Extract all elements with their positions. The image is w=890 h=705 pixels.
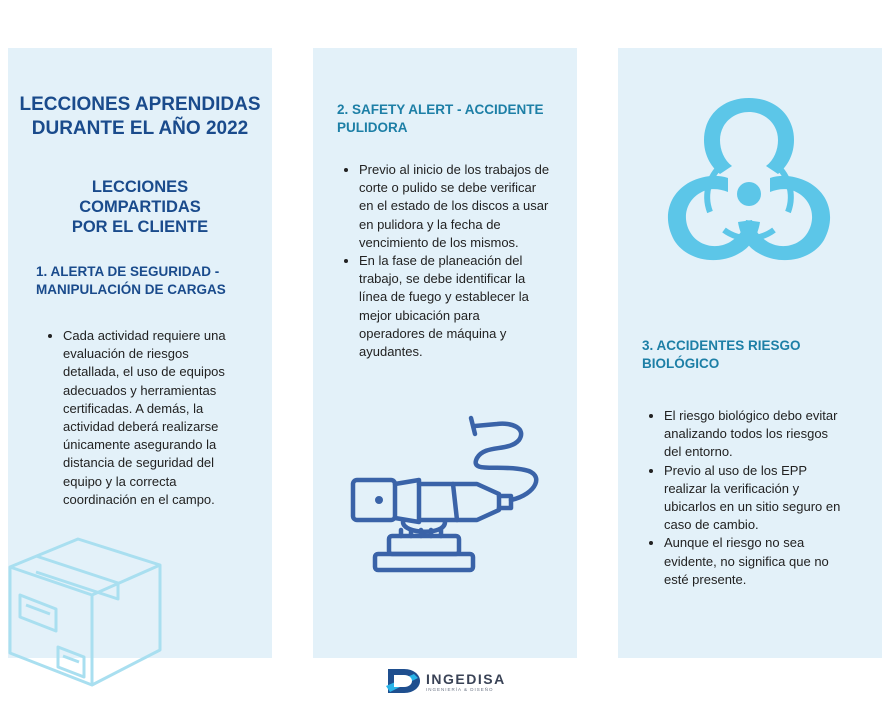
bullet-item [644,462,874,535]
heading-line-2: BIOLÓGICO [642,356,720,371]
logo-tagline: INGENIERÍA & DISEÑO [426,687,494,692]
bullet-text-line: del entorno. [664,444,733,460]
page-title [8,93,272,141]
bullet-text-line: equipo y la correcta [63,473,177,489]
bullet-text-line: en el estado de los discos a usar [359,198,549,214]
heading-line-1: 3. ACCIDENTES RIESGO [642,338,801,353]
bullet-item [644,534,874,589]
bullet-text-line: ubicarlos en un sitio seguro en [664,499,841,515]
bullet-item [339,252,569,361]
bullet-text-line: trabajo, se debe identificar la [359,271,526,287]
bullet-text-line: coordinación en el campo. [63,491,215,507]
bullet-text-line: evidente, no significa que no [664,553,829,569]
bullet-text-line: Previo al inicio de los trabajos de [359,162,550,177]
bullet-text-line: corte o pulido se debe verificar [359,180,537,196]
heading-line-2: MANIPULACIÓN DE CARGAS [36,282,226,297]
bullet-text-line: adecuados y herramientas [63,382,217,398]
heading-alerta-seguridad [36,263,226,299]
heading-line-1: 1. ALERTA DE SEGURIDAD - [36,264,220,279]
bullet-text-line: operadores de máquina y [359,325,507,341]
bullet-text-line: certificadas. A demás, la [63,400,204,416]
page-title-line-2: DURANTE EL AÑO 2022 [31,118,249,139]
bullet-text-line: únicamente asegurando la [63,437,217,453]
heading-safety-alert [337,101,544,137]
bullet-text-line: distancia de seguridad del [63,455,215,471]
heading-line-2: PULIDORA [337,120,408,135]
bullet-text-line: línea de fuego y establecer la [359,289,529,305]
box-icon [0,525,175,695]
page-title-line-1: LECCIONES APRENDIDAS [19,94,261,115]
bullet-text-line: En la fase de planeación del [359,253,523,269]
polisher-icon [349,414,549,584]
bullet-item [339,161,569,252]
bullet-list-biologico [644,407,874,589]
biohazard-icon [654,90,844,270]
bullet-text-line: El riesgo biológico debo evitar [664,408,838,423]
subtitle-line-2: COMPARTIDAS [79,198,201,216]
bullet-text-line: esté presente. [664,571,747,587]
heading-line-1: 2. SAFETY ALERT - ACCIDENTE [337,102,544,117]
bullet-list-pulidora [339,161,569,361]
bullet-list-cargas [43,327,258,509]
bullet-text-line: Aunque el riesgo no sea [664,535,805,551]
panel-safety-alert [313,48,577,658]
bullet-text-line: evaluación de riesgos [63,346,189,362]
bullet-text-line: actividad deberá realizarse [63,419,219,435]
bullet-text-line: realizar la verificación y [664,480,800,496]
logo-name: INGEDISA [426,671,506,687]
bullet-item [43,327,258,509]
ingedisa-logo [384,666,514,696]
bullet-text-line: Cada actividad requiere una [63,328,226,343]
subtitle-line-1: LECCIONES [91,178,189,196]
bullet-text-line: analizando todos los riesgos [664,426,829,442]
heading-riesgo-biologico [642,337,801,373]
bullet-text-line: ayudantes. [359,344,423,360]
bullet-text-line: en pulidora y la fecha de [359,216,501,232]
bullet-text-line: detallada, el uso de equipos [63,364,225,380]
section-subtitle [8,177,272,237]
ingedisa-logo-icon [384,666,422,696]
bullet-text-line: caso de cambio. [664,517,759,533]
bullet-item [644,407,874,462]
subtitle-line-3: POR EL CLIENTE [71,218,209,236]
bullet-text-line: Previo al uso de los EPP [664,462,808,478]
bullet-text-line: mejor ubicación para [359,307,480,323]
panel-riesgo-biologico [618,48,882,658]
bullet-text-line: vencimiento de los mismos. [359,234,519,250]
